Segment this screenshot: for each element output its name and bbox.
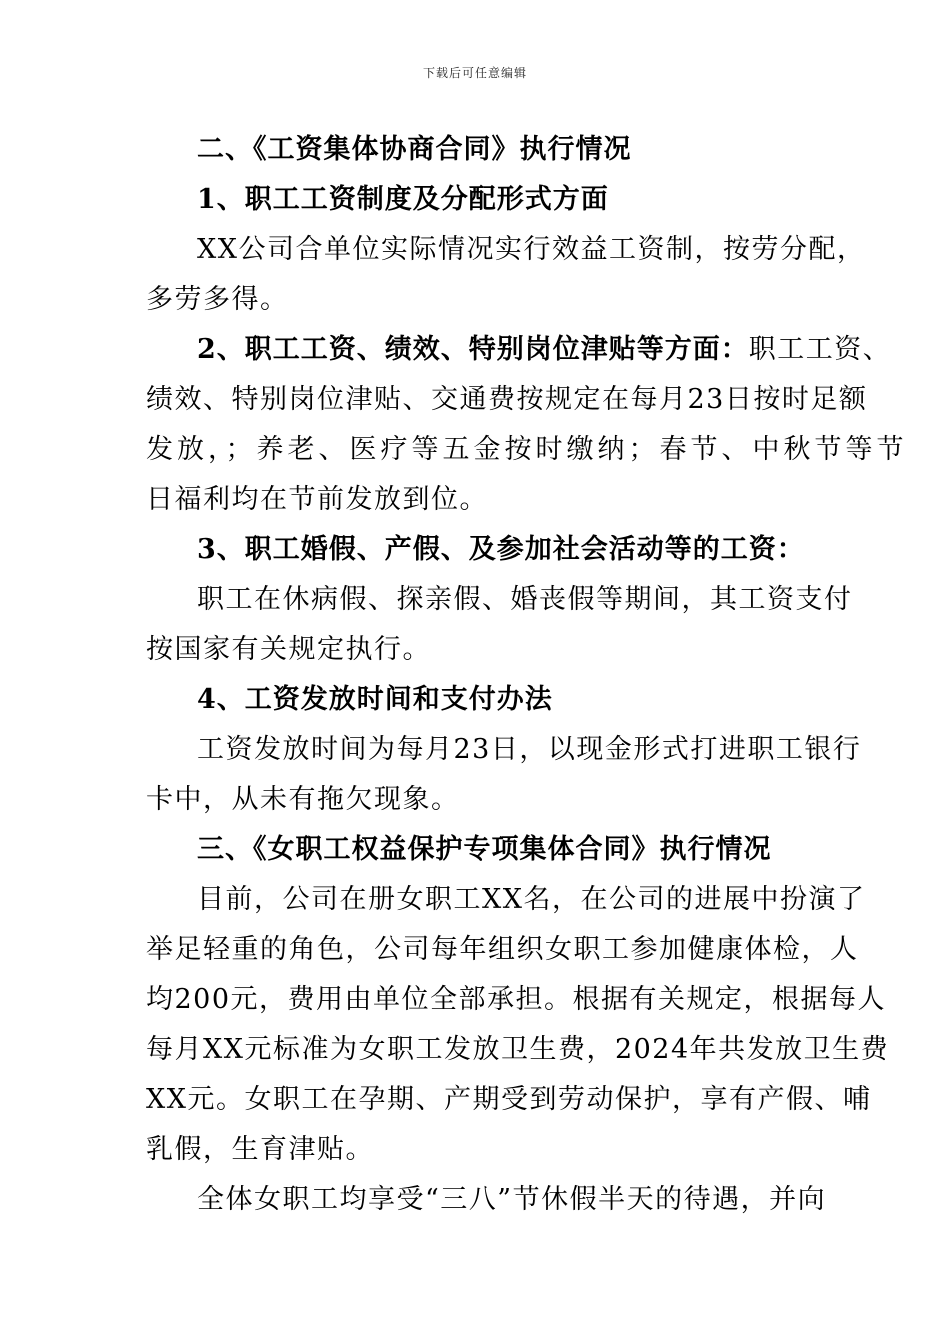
paragraph-line: 目前，公司在册女职工XX名，在公司的进展中扮演了: [197, 884, 866, 915]
section-2-1-heading: 1、职工工资制度及分配形式方面: [197, 184, 609, 215]
watermark-header: 下载后可任意编辑: [422, 66, 527, 80]
paragraph-line: 工资发放时间为每月23日，以现金形式打进职工银行: [197, 734, 862, 765]
section-2-4-heading: 4、工资发放时间和支付办法: [197, 684, 553, 715]
paragraph-line: 乳假，生育津贴。: [146, 1134, 374, 1165]
section-2-2-heading: 2、职工工资、绩效、特别岗位津贴等方面：: [197, 334, 749, 365]
section-2-2-line: [197, 332, 891, 368]
paragraph-line: 举足轻重的角色，公司每年组织女职工参加健康体检，人: [146, 934, 859, 965]
paragraph-line: 职工在休病假、探亲假、婚丧假等期间，其工资支付: [197, 584, 853, 615]
section-2-heading: 二、《工资集体协商合同》执行情况: [197, 134, 632, 165]
paragraph-line: 多劳多得。: [146, 284, 289, 315]
paragraph-line: 均200元，费用由单位全部承担。根据有关规定，根据每人: [146, 984, 887, 1015]
paragraph-line: 全体女职工均享受“三八”节休假半天的待遇，并向: [197, 1184, 827, 1215]
paragraph-line: XX元。女职工在孕期、产期受到劳动保护，享有产假、哺: [146, 1084, 872, 1115]
paragraph-line: 卡中，从未有拖欠现象。: [146, 784, 460, 815]
paragraph-line: 每月XX元标准为女职工发放卫生费，2024年共发放卫生费: [146, 1034, 890, 1065]
paragraph-line: 按国家有关规定执行。: [146, 634, 431, 665]
section-3-heading: 三、《女职工权益保护专项集体合同》执行情况: [197, 834, 772, 865]
paragraph-line: 发放，；养老、医疗等五金按时缴纳；春节、中秋节等节: [146, 434, 908, 465]
section-2-3-heading: 3、职工婚假、产假、及参加社会活动等的工资：: [197, 534, 805, 565]
paragraph-line: 日福利均在节前发放到位。: [146, 484, 488, 515]
paragraph-text: 职工工资、: [748, 334, 892, 365]
paragraph-line: XX公司合单位实际情况实行效益工资制，按劳分配，: [197, 234, 866, 265]
paragraph-line: 绩效、特别岗位津贴、交通费按规定在每月23日按时足额: [146, 384, 868, 415]
